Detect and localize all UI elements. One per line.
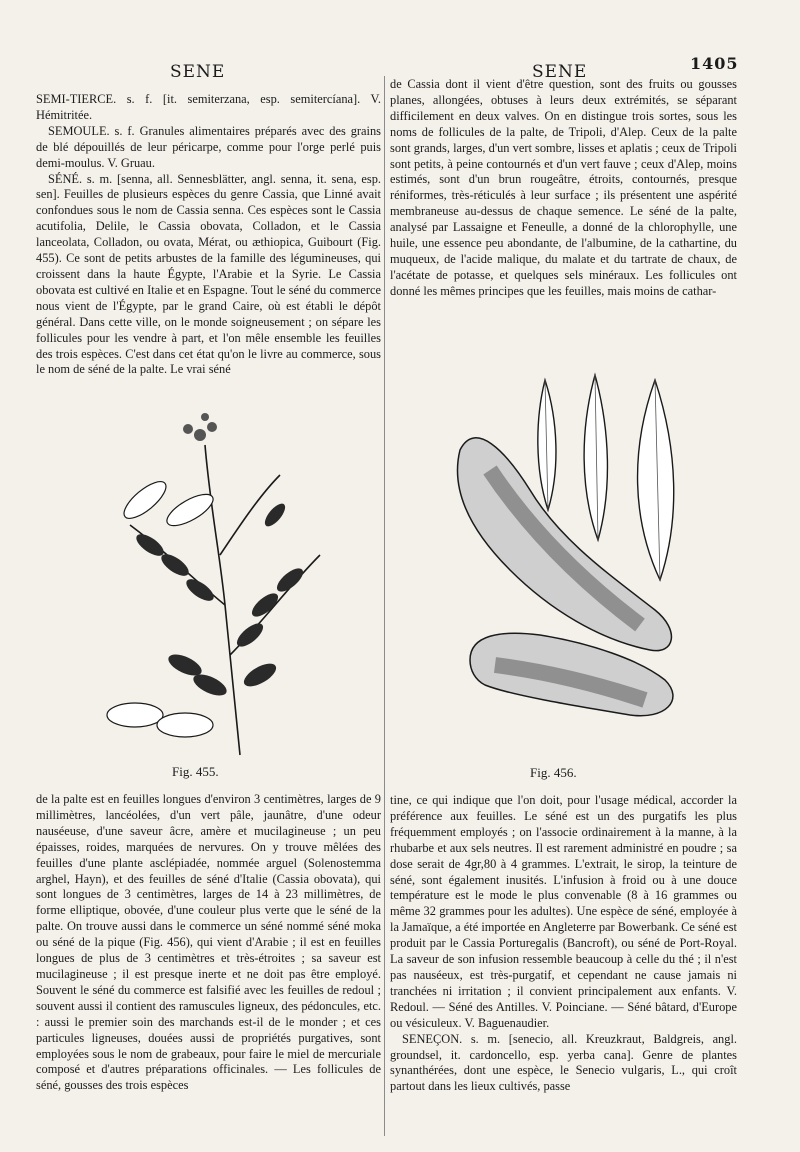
running-head-left: SENE [170, 62, 226, 82]
left-column-bottom [36, 792, 381, 1094]
right-column-top [390, 77, 737, 300]
entry-semoule: SEMOULE. s. f. Granules alimentaires préparés avec des grains de blé dépouillés de leur péricarpe, comme pour l'orge perlé puis demi-moulus. V. Gruau. [36, 123, 381, 170]
entry-sene-continued: de la palte est en feuilles longues d'environ 3 centimètres, larges de 9 millimètres, lancéolées, d'un vert pâle, jaunâtre, d'une odeur nauséeuse, d'une saveur âcre, amère et mucilagineuse ; un peu épaisses, roides, marquées de nervures. On y trouve mêlées des feuilles d'une plante asclépiadée, nommée arguel (Solenostemma arghel, Hayn), et des feuilles de séné d'Italie (Cassia obovata), qui sont longues de 3 centimètres, larges de 14 à 23 millimètres, de forme elliptique, obovée, d'une couleur plus verte que le séné de la palte. On trouve aussi dans le commerce un séné nommé séné moka ou séné de la pique (Fig. 456), qui vient d'Arabie ; il est en feuilles longues de plus de 3 centimètres et très-étroites ; sa saveur est mucilagineuse ; il est presque inerte et ne doit pas être employé. Souvent le séné du commerce est falsifié avec les feuilles de redoul ; souvent aussi il contient des ramuscules ligneux, des pédoncules, etc. : aussi le premier soin des marchands est-il de le monder ; et ces particules ligneuses, douées aussi de propriétés purgatives, sont employées sous le nom de grabeaux, pour faire le miel de mercuriale composé et d'autres préparations officinales. — Les follicules de séné, gousses des trois espèces [36, 792, 381, 1093]
figure-455-caption: Fig. 455. [172, 764, 219, 779]
running-head-right: SENE [532, 62, 588, 82]
senna-pods-and-leaves-illustration-icon [440, 360, 700, 760]
entry-semi-tierce: SEMI-TIERCE. s. f. [it. semiterzana, esp. semitercíana]. V. Hémitritée. [36, 92, 381, 122]
page-number: 1405 [690, 54, 739, 73]
figure-456-caption: Fig. 456. [530, 765, 577, 780]
left-column-top [36, 92, 381, 378]
entry-sene: SÉNÉ. s. m. [senna, all. Sennesblätter, angl. senna, it. sena, esp. sen]. Feuilles de plusieurs espèces du genre Cassia, que Linné avait confondues sous le nom de Cassia senna. Ces espèces sont le Cassia acutifolia, Delile, le Cassia obovata, Colladon, et le Cassia lanceolata, Colladon, ou ovata, Mérat, ou æthiopica, Guibourt (Fig. 455). Ce sont de petits arbustes de la famille des légumineuses, qui croissent dans la haute Égypte, l'Arabie et la Syrie. Le Cassia obovata est cultivé en Italie et en Espagne. Tout le séné du commerce nous vient de l'Égypte, par le grand Caire, où est établi le dépôt général. Dans cette ville, on le monde soigneusement ; on sépare les follicules pour les vendre à part, et l'on mêle ensemble les feuilles des trois espèces. C'est dans cet état qu'on le livre au commerce, sous le nom de séné de la palte. Le vrai séné [36, 171, 381, 377]
cassia-branch-illustration-icon [90, 405, 330, 765]
column-divider [384, 76, 385, 1136]
entry-senecon: SENEÇON. s. m. [senecio, all. Kreuzkraut, Baldgreis, angl. groundsel, it. cardoncello, esp. yerba cana]. Genre de plantes synanthérées, dont une espèce, le Senecio vulgaris, L., qui croît partout dans les lieux cultivés, passe [390, 1031, 737, 1094]
entry-follicules: de Cassia dont il vient d'être question, sont des fruits ou gousses planes, allongées, obtuses à leurs deux extrémités, se séparant difficilement en deux valves. On en distingue trois sortes, sous les noms de follicules de la palte, de Tripoli, d'Alep. Ceux de la palte sont grands, larges, d'un vert sombre, lisses et aplatis ; ceux de Tripoli sont petits, à peine contournés et d'un vert fauve ; ceux d'Alep, moins estimés, sont d'un brun rougeâtre, étroits, contournés, presque réniformes, très-réticulés à leur surface ; ils présentent une aspérité membraneuse au-dessus de chaque semence. Le séné de la palte, analysé par Lassaigne et Feneulle, a donné de la chlorophylle, une huile, une essence peu abondante, de l'albumine, de la cathartine, du muqueux, de l'acide malique, du malate et du tartrate de chaux, de l'acétate de potasse, et quelques sels minéraux. Les follicules ont donné les mêmes principes que les feuilles, mais moins de cathar- [390, 77, 737, 298]
right-column-bottom [390, 793, 737, 1095]
entry-sene-usage: tine, ce qui indique que l'on doit, pour l'usage médical, accorder la préférence aux feuilles. Le séné est un des purgatifs les plus fréquemment employés ; on l'associe ordinairement à la manne, à la rhubarbe et aux sels neutres. Il est rarement administré en poudre ; sa dose serait de 4gr,80 à 4 grammes. L'extrait, le sirop, la teinture de séné, sont également inusités. L'infusion à froid ou à une douce température est le mode le plus convenable (8 à 16 grammes ou même 32 grammes pour les adultes). Une espèce de séné, employée à la Jamaïque, a été importée en Angleterre par Bowerbank. Ce séné est produit par le Cassia Porturegalis (Bancroft), ou séné de Port-Royal. La saveur de son infusion ressemble beaucoup à celle du thé ; il n'est pas nauséeux, est très-purgatif, et cependant ne cause jamais ni tranchées ni irritation ; il convient principalement aux enfants. V. Redoul. — Séné des Antilles. V. Poinciane. — Séné bâtard, d'Europe ou vésiculeux. V. Baguenaudier. [390, 793, 737, 1030]
